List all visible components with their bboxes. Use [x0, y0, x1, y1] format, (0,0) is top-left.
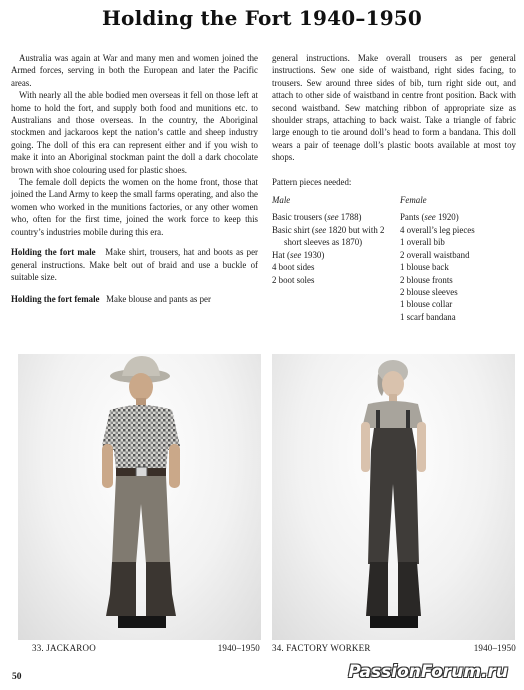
male-instructions-text: Make shirt, trousers, hat and boots as per general instructions. Make belt out of braid and use a buckle of suitable size. [11, 247, 259, 282]
female-pattern-item [400, 311, 516, 323]
male-instructions [11, 246, 258, 283]
male-pattern-item-text: Basic shirt ( [272, 224, 315, 235]
home-front-paragraph: With nearly all the able bodied men overseas it fell on those left at home to hold the fort, and supply both food and munitions etc. to Australians and those overseas. In the country, the Aboriginal stockmen and jackaroos kept the nation’s cattle and sheep industry going. The doll of this era can represent either and if you wish to make it into an Aboriginal stockman paint the doll a dark chocolate brown with shoe colouring used for plastic shoes. [11, 90, 258, 175]
jackaroo-caption-label: 33. JACKAROO [32, 643, 96, 653]
male-pattern-item-see: see [290, 249, 302, 260]
female-pattern-item-text: 1 blouse collar [400, 299, 453, 310]
male-pattern-item [272, 261, 400, 273]
male-pattern-item-text: 4 boot sides [272, 262, 315, 273]
female-pattern-item [400, 224, 516, 236]
male-pattern-heading: Male [272, 195, 291, 206]
female-pattern-item [400, 211, 516, 223]
female-pattern-item-text: Pants ( [400, 212, 425, 223]
female-pattern-item-text: 1 blouse back [400, 262, 449, 273]
female-pattern-item-see: see [424, 212, 436, 223]
female-pattern-item [400, 236, 516, 248]
female-pattern-item-text: 2 blouse sleeves [400, 286, 458, 297]
female-pattern-item-text: 1 scarf bandana [400, 311, 456, 322]
female-pattern-item-text: 1 overall bib [400, 237, 445, 248]
pattern-pieces-list [272, 194, 516, 323]
female-instructions [11, 293, 258, 305]
female-pattern-item-text: 2 overall waistband [400, 249, 470, 260]
factory-worker-caption-label: 34. FACTORY WORKER [272, 643, 371, 653]
female-instructions-text: Make blouse and pants as per [106, 294, 211, 305]
male-pattern-item-text: Basic trousers ( [272, 212, 328, 223]
male-pattern-item [272, 249, 400, 261]
factory-worker-caption-date: 1940–1950 [473, 643, 516, 653]
male-pattern-item [272, 224, 400, 249]
male-pattern-item [272, 211, 400, 223]
male-pattern-item-see: see [327, 212, 339, 223]
female-pattern-item-text: 2 blouse fronts [400, 274, 453, 285]
female-pattern-item [400, 298, 516, 310]
jackaroo-doll-photo [18, 354, 261, 640]
male-pattern-item [272, 274, 400, 286]
pattern-pieces-title: Pattern pieces needed: [272, 176, 352, 187]
female-pattern-item [400, 261, 516, 273]
page-number: 50 [12, 672, 22, 682]
female-pattern-item-ref: 1920) [435, 212, 459, 223]
jackaroo-caption [32, 643, 260, 653]
female-pattern-item [400, 286, 516, 298]
male-pattern-item-text: 2 boot soles [272, 274, 315, 285]
site-watermark: PassionForum.ru [348, 662, 508, 682]
female-pattern-item-text: 4 overall’s leg pieces [400, 224, 475, 235]
factory-worker-doll-photo [272, 354, 515, 640]
female-pattern-list [400, 194, 516, 323]
overall-instructions-paragraph: general instructions. Make overall trousers as per general instructions. Sew one side of waistband, right sides facing, to trousers. Sew around three sides of bib, turn right side out, and attach to other side of waistband in centre front position. Back with second waistband. Sew matching ribbon of appropriate size as shoulder straps, attaching to back waist. Take a triangle of fabric large enough to tie around doll’s head to form a bandana. This doll wears a pair of teenage doll’s plastic boots available at most toy shops. [272, 53, 516, 163]
jackaroo-caption-date: 1940–1950 [217, 643, 260, 653]
female-doll-paragraph: The female doll depicts the women on the home front, those that joined the Land Army to keep the small farms operating, and also the women who worked in the munitions factories, or any other women who, often for the first time, joined the work force to keep this country’s industries mobile during this era. [11, 177, 258, 237]
factory-worker-caption [272, 643, 516, 653]
male-pattern-item-ref: 1930) [301, 249, 325, 260]
page-title: Holding the Fort 1940–1950 [101, 6, 423, 30]
female-pattern-heading: Female [400, 195, 427, 206]
left-text-column [11, 52, 258, 306]
male-pattern-item-text: Hat ( [272, 249, 290, 260]
right-text-column [272, 52, 516, 323]
male-pattern-item-see: see [314, 224, 327, 235]
male-pattern-item-ref: 1820 but with 2 short sleeves as 1870) [284, 224, 385, 248]
female-pattern-item [400, 274, 516, 286]
intro-paragraph: Australia was again at War and many men and women joined the Armed forces, serving in both the European and later the Pacific areas. [11, 53, 258, 88]
male-pattern-item-ref: 1788) [338, 212, 362, 223]
female-instructions-heading: Holding the fort female [11, 294, 100, 305]
female-pattern-item [400, 249, 516, 261]
male-pattern-list [272, 194, 400, 323]
male-instructions-heading: Holding the fort male [11, 247, 96, 258]
